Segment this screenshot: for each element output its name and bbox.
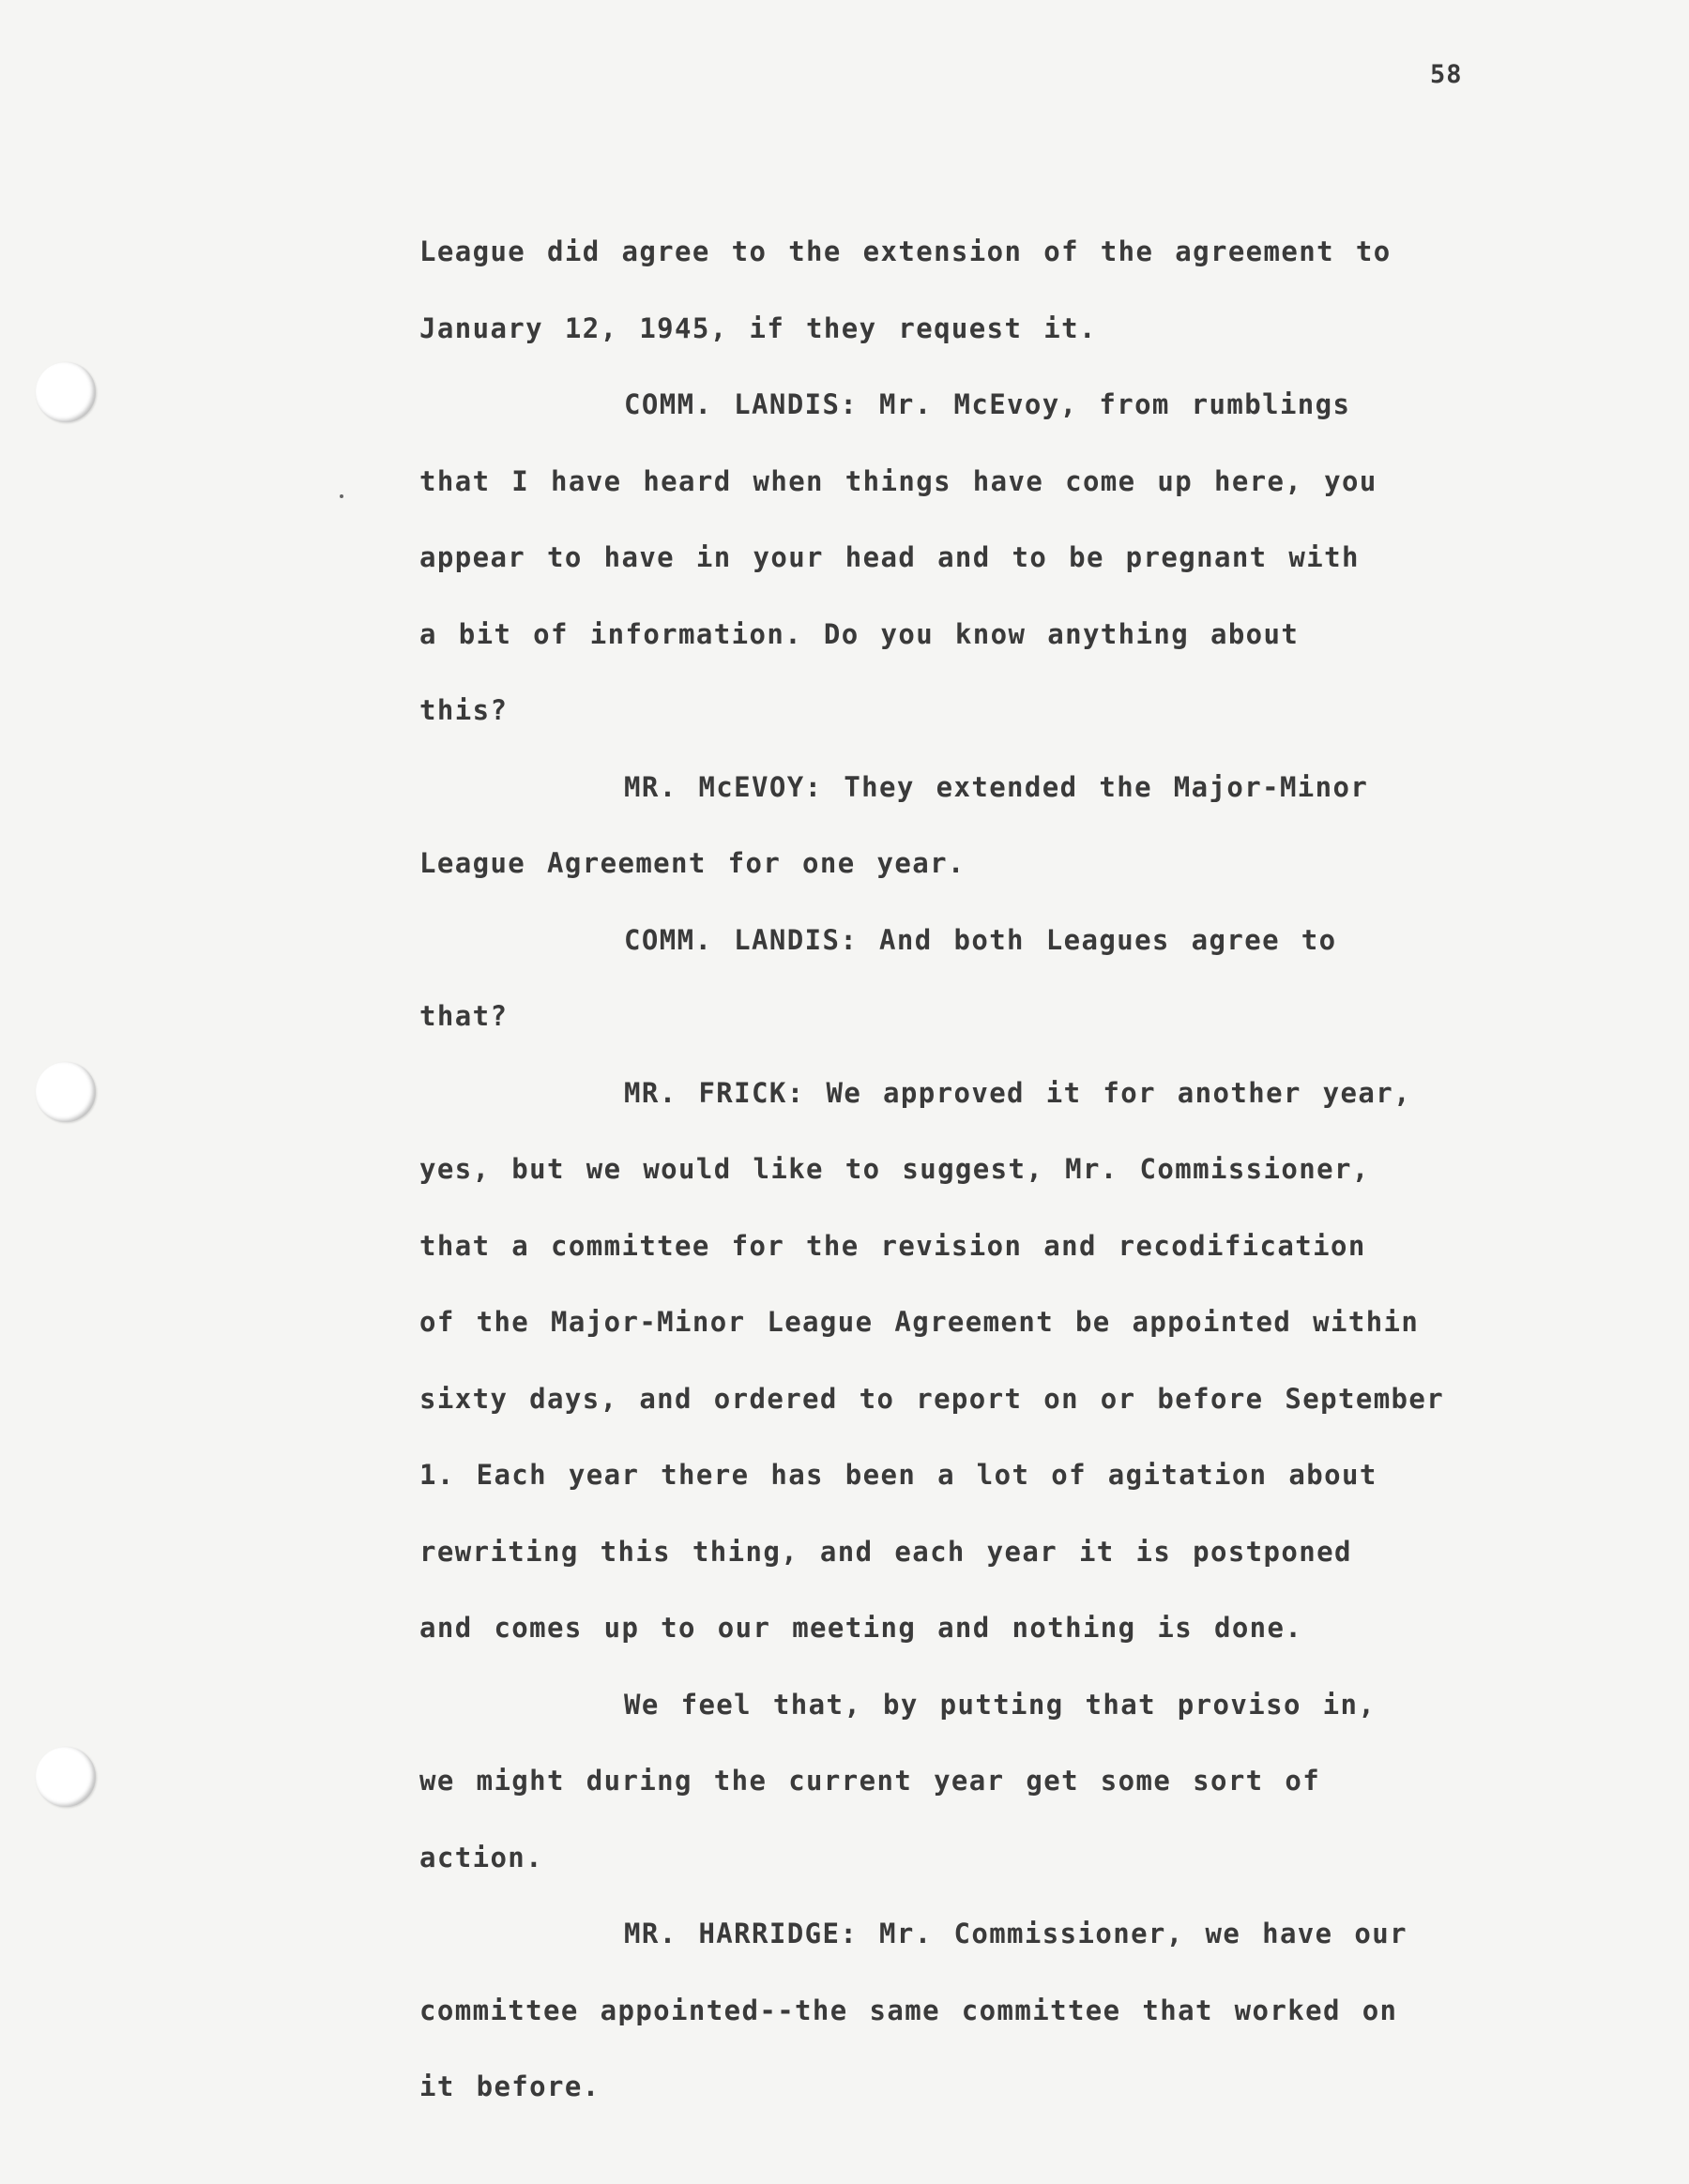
text-line: 1. Each year there has been a lot of agitation about bbox=[419, 1459, 1377, 1491]
text-line: League did agree to the extension of the agreement to bbox=[419, 235, 1392, 267]
text-line: a bit of information. Do you know anything about bbox=[419, 617, 1300, 650]
transcript-text bbox=[419, 214, 1545, 2126]
text-line: January 12, 1945, if they request it. bbox=[419, 311, 1097, 344]
speaker-line: MR. FRICK: We approved it for another year, bbox=[624, 1076, 1411, 1109]
text-line: we might during the current year get some sort of bbox=[419, 1765, 1321, 1797]
speaker-line: MR. HARRIDGE: Mr. Commissioner, we have our bbox=[624, 1918, 1408, 1949]
text-line: that I have heard when things have come up here, you bbox=[419, 464, 1377, 497]
text-line: League Agreement for one year. bbox=[419, 847, 966, 879]
text-line: this? bbox=[419, 694, 509, 726]
speaker-line: COMM. LANDIS: Mr. McEvoy, from rumblings bbox=[624, 388, 1351, 420]
text-line: sixty days, and ordered to report on or before September bbox=[419, 1382, 1445, 1415]
speaker-line: COMM. LANDIS: And both Leagues agree to bbox=[624, 923, 1337, 956]
speaker-line: MR. McEVOY: They extended the Major-Minor bbox=[624, 770, 1369, 803]
text-line: and comes up to our meeting and nothing is done. bbox=[419, 1612, 1303, 1644]
binder-hole-middle bbox=[36, 1062, 96, 1122]
text-line: that? bbox=[419, 1000, 509, 1032]
speaker-line: We feel that, by putting that proviso in, bbox=[624, 1688, 1377, 1721]
speck-mark bbox=[340, 494, 343, 498]
text-line: it before. bbox=[419, 2070, 601, 2102]
text-line: of the Major-Minor League Agreement be appointed within bbox=[419, 1306, 1420, 1338]
text-line: committee appointed--the same committee that worked on bbox=[419, 1994, 1398, 2026]
text-line: yes, but we would like to suggest, Mr. Commissioner, bbox=[419, 1153, 1370, 1185]
binder-hole-bottom bbox=[36, 1747, 96, 1807]
text-line: that a committee for the revision and recodification bbox=[419, 1229, 1366, 1262]
page-number: 58 bbox=[1430, 60, 1463, 89]
text-line: appear to have in your head and to be pregnant with bbox=[419, 541, 1360, 573]
text-line: rewriting this thing, and each year it is postponed bbox=[419, 1535, 1352, 1568]
text-line: action. bbox=[419, 1841, 544, 1873]
binder-hole-top bbox=[36, 362, 96, 422]
